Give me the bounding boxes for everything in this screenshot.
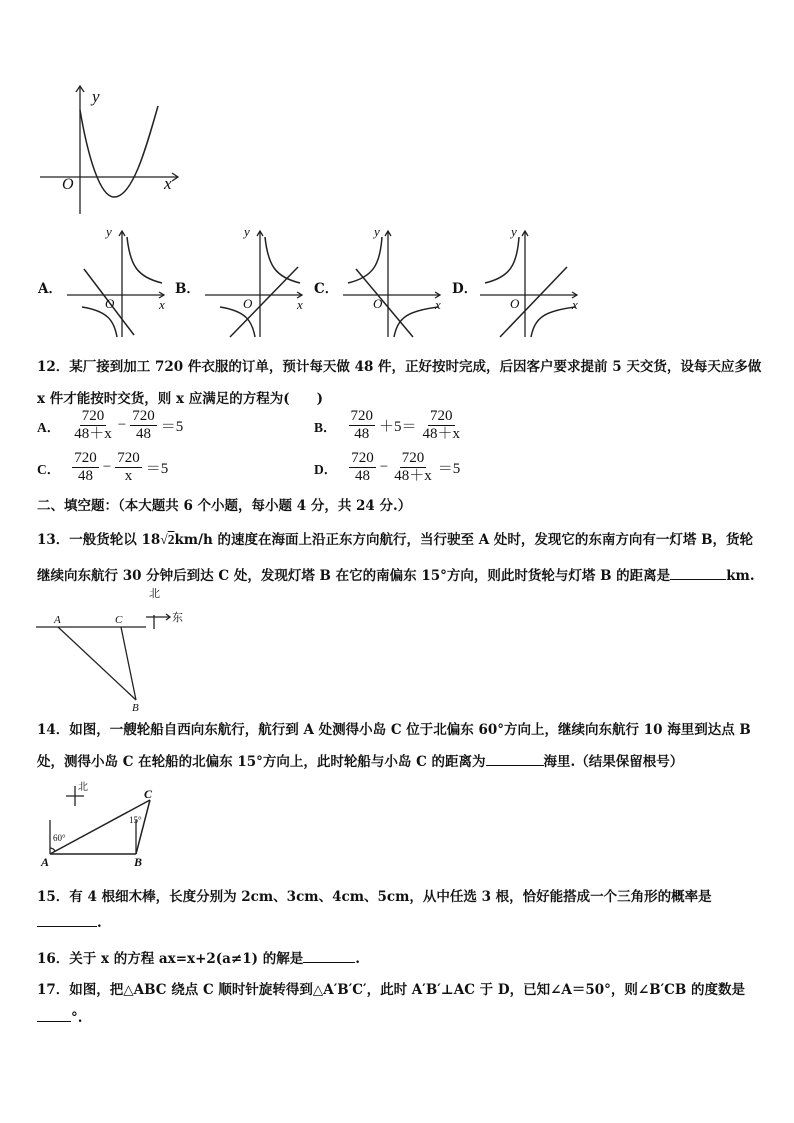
q17-line1: 17．如图，把△ABC 绕点 C 顺时针旋转得到△A′B′C′，此时 A′B′⊥AC 于 D，已知∠A＝50°，则∠B′CB 的度数是 (37, 982, 746, 998)
q14-answer-blank[interactable] (486, 765, 544, 766)
svg-text:x: x (572, 297, 578, 312)
q14-point-c: C (144, 787, 153, 801)
q14-figure (38, 778, 168, 870)
q15-answer-blank[interactable] (37, 926, 97, 927)
q15-line2: . (37, 915, 102, 931)
q11-option-b-label[interactable]: B． (175, 281, 200, 297)
q12-option-b[interactable]: B． $\frac{720}{48}$ ＋5＝ $\frac{720}{48+x}$ (314, 408, 461, 442)
svg-text:y: y (244, 224, 250, 239)
svg-text:O: O (373, 296, 383, 311)
q14-point-b: B (134, 855, 143, 869)
q16-line: 16．关于 x 的方程 ax=x+2(a≠1) 的解是 . (37, 951, 360, 967)
svg-text:x: x (297, 297, 303, 312)
q13-point-c: C (115, 614, 123, 626)
q12-option-c[interactable]: C． $\frac{720}{48}$ − $\frac{720}{x}$ ＝5 (37, 450, 169, 484)
q14-point-a: A (41, 855, 50, 869)
q13-segment-ab (58, 627, 136, 700)
q11-option-d-graph[interactable] (475, 225, 585, 340)
q17-line2: °. (37, 1010, 82, 1026)
svg-text:y: y (106, 224, 112, 239)
q14-line2: 处，测得小岛 C 在轮船的北偏东 15°方向上，此时轮船与小岛 C 的距离为 海里.（结果保留根号） (37, 754, 684, 770)
q14-segment-bc (136, 800, 150, 854)
q12-option-a[interactable]: A． $\frac{720}{48+x}$ − $\frac{720}{48}$ ＝5 (37, 408, 184, 442)
parabola-curve (80, 106, 158, 197)
q15-line1: 15．有 4 根细木棒，长度分别为 2cm、3cm、4cm、5cm，从中任选 3 根，恰好能搭成一个三角形的概率是 (37, 889, 712, 905)
q14-north-label: 北 (78, 782, 88, 793)
q11-option-a-graph[interactable] (62, 225, 172, 340)
svg-text:x: x (159, 297, 165, 312)
svg-text:O: O (105, 296, 115, 311)
q11-option-a-label[interactable]: A． (38, 281, 62, 297)
q13-line1: 13．一般货轮以 18√2km/h 的速度在海面上沿正东方向航行，当行驶至 A 处时，发现它的东南方向有一灯塔 B，货轮 (37, 532, 754, 548)
q12-option-d[interactable]: D． $\frac{720}{48}$ − $\frac{720}{48+x}$ ＝5 (314, 450, 461, 484)
q13-point-b: B (132, 702, 139, 714)
q14-angle-a-label: 60° (53, 833, 66, 843)
origin-label: O (62, 176, 74, 193)
q13-segment-cb (121, 627, 136, 700)
q14-angle-b-label: 15° (129, 815, 142, 825)
q12-stem-line1: 12．某厂接到加工 720 件衣服的订单，预计每天做 48 件，正好按时完成，后因客户要求提前 5 天交货，设每天应多做 (37, 359, 762, 375)
svg-text:x: x (435, 297, 441, 312)
q11-main-graph (40, 82, 190, 222)
q13-line2: 继续向东航行 30 分钟后到达 C 处，发现灯塔 B 在它的南偏东 15°方向，则此时货轮与灯塔 B 的距离是 km. (37, 568, 755, 584)
q13-figure (36, 585, 196, 713)
svg-text:y: y (374, 224, 380, 239)
q13-north-label: 北 (149, 588, 160, 600)
q16-answer-blank[interactable] (303, 962, 355, 963)
x-label: x (164, 174, 172, 193)
q13-east-label: 东 (172, 612, 183, 624)
q14-angle-arc (50, 848, 55, 851)
svg-text:O: O (510, 296, 520, 311)
q14-segment-ac (50, 800, 150, 854)
q12-stem-line2: x 件才能按时交货，则 x 应满足的方程为( ) (37, 391, 323, 407)
q13-answer-blank[interactable] (670, 579, 726, 580)
q11-option-c-graph[interactable] (338, 225, 448, 340)
q13-point-a: A (54, 614, 61, 626)
q14-line1: 14．如图，一艘轮船自西向东航行，航行到 A 处测得小岛 C 位于北偏东 60°方向上，继续向东航行 10 海里到达点 B (37, 722, 751, 738)
svg-text:O: O (243, 296, 253, 311)
q11-option-b-graph[interactable] (200, 225, 310, 340)
q11-option-c-label[interactable]: C． (314, 281, 339, 297)
q11-option-d-label[interactable]: D． (452, 281, 478, 297)
section-2-heading: 二、填空题：（本大题共 6 个小题，每小题 4 分，共 24 分.） (37, 498, 412, 514)
svg-text:y: y (511, 224, 517, 239)
y-label: y (92, 87, 100, 106)
q17-answer-blank[interactable] (37, 1021, 71, 1022)
